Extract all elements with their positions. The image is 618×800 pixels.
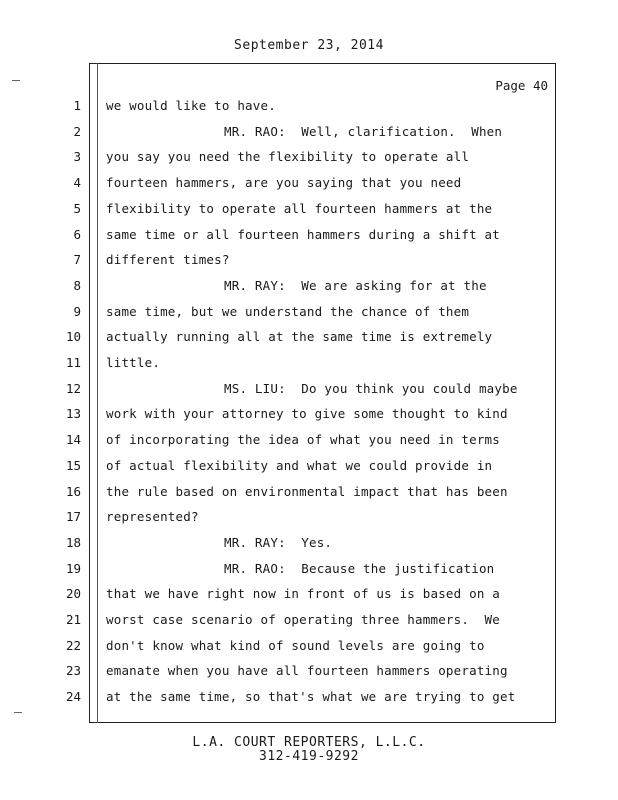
line-text: the rule based on environmental impact that has been <box>106 483 508 499</box>
line-number: 17 <box>65 509 81 525</box>
transcript-line <box>0 612 618 637</box>
line-text: don't know what kind of sound levels are going to <box>106 637 485 653</box>
line-text: work with your attorney to give some thought to kind <box>106 406 508 422</box>
line-number: 1 <box>73 98 81 113</box>
footer-phone: 312-419-9292 <box>259 749 359 764</box>
line-number: 15 <box>65 457 81 473</box>
line-text: that we have right now in front of us is based on a <box>106 586 501 602</box>
line-number: 8 <box>73 277 81 293</box>
line-text: MR. RAO: Well, clarification. When <box>224 123 503 139</box>
line-number: 9 <box>73 303 81 319</box>
transcript-line <box>0 227 618 252</box>
footer <box>0 736 618 764</box>
transcript-line <box>0 355 618 380</box>
transcript-line <box>0 124 618 149</box>
line-text: same time, but we understand the chance of them <box>106 303 470 319</box>
transcript-line <box>0 484 618 509</box>
line-number: 13 <box>65 406 81 422</box>
transcript-line <box>0 586 618 611</box>
line-number: 10 <box>65 329 81 345</box>
line-text: MR. RAO: Because the justification <box>224 560 495 576</box>
transcript-line <box>0 509 618 534</box>
transcript-line <box>0 689 618 714</box>
line-number: 18 <box>65 534 81 550</box>
line-text: different times? <box>106 252 230 268</box>
line-number: 24 <box>65 689 81 705</box>
line-number: 16 <box>65 483 81 499</box>
transcript-line <box>0 201 618 226</box>
line-number: 14 <box>65 432 81 448</box>
scan-mark <box>14 712 22 713</box>
line-number: 20 <box>65 586 81 602</box>
line-number: 21 <box>65 612 81 627</box>
transcript-line <box>0 535 618 560</box>
line-number: 5 <box>73 200 81 216</box>
line-text: represented? <box>106 509 199 525</box>
line-text: emanate when you have all fourteen hammers operating <box>106 663 508 679</box>
transcript-line <box>0 406 618 431</box>
transcript-line <box>0 638 618 663</box>
line-number: 11 <box>65 355 81 370</box>
line-number: 23 <box>65 663 81 679</box>
line-text: little. <box>106 355 161 370</box>
page-number: Page 40 <box>495 78 548 93</box>
transcript-line <box>0 252 618 277</box>
line-text: worst case scenario of operating three hammers. We <box>106 612 501 627</box>
transcript-line <box>0 381 618 406</box>
line-text: MR. RAY: We are asking for at the <box>224 277 487 293</box>
transcript-line <box>0 329 618 354</box>
scan-mark <box>12 80 20 81</box>
footer-company: L.A. COURT REPORTERS, L.L.C. <box>192 735 426 750</box>
line-text: flexibility to operate all fourteen hammers at the <box>106 200 493 216</box>
line-text: MS. LIU: Do you think you could maybe <box>224 380 518 396</box>
line-text: fourteen hammers, are you saying that you need <box>106 175 462 191</box>
line-text: you say you need the flexibility to operate all <box>106 149 470 165</box>
line-number: 3 <box>73 149 81 165</box>
transcript-line <box>0 561 618 586</box>
line-number: 22 <box>65 637 81 653</box>
line-text: actually running all at the same time is extremely <box>106 329 493 345</box>
line-number: 7 <box>73 252 81 268</box>
line-text: MR. RAY: Yes. <box>224 534 333 550</box>
line-number: 12 <box>65 380 81 396</box>
transcript-line <box>0 98 618 123</box>
transcript-line <box>0 304 618 329</box>
line-text: of actual flexibility and what we could provide in <box>106 457 493 473</box>
transcript-line <box>0 149 618 174</box>
transcript-line <box>0 663 618 688</box>
line-text: we would like to have. <box>106 98 276 113</box>
line-text: of incorporating the idea of what you need in terms <box>106 432 501 448</box>
header-date: September 23, 2014 <box>234 38 384 53</box>
transcript-line <box>0 175 618 200</box>
line-text: at the same time, so that's what we are trying to get <box>106 689 516 705</box>
line-number: 4 <box>73 175 81 191</box>
line-number: 6 <box>73 226 81 242</box>
transcript-line <box>0 458 618 483</box>
line-text: same time or all fourteen hammers during a shift at <box>106 226 501 242</box>
transcript-line <box>0 278 618 303</box>
line-number: 19 <box>65 560 81 576</box>
line-number: 2 <box>73 123 81 139</box>
transcript-line <box>0 432 618 457</box>
